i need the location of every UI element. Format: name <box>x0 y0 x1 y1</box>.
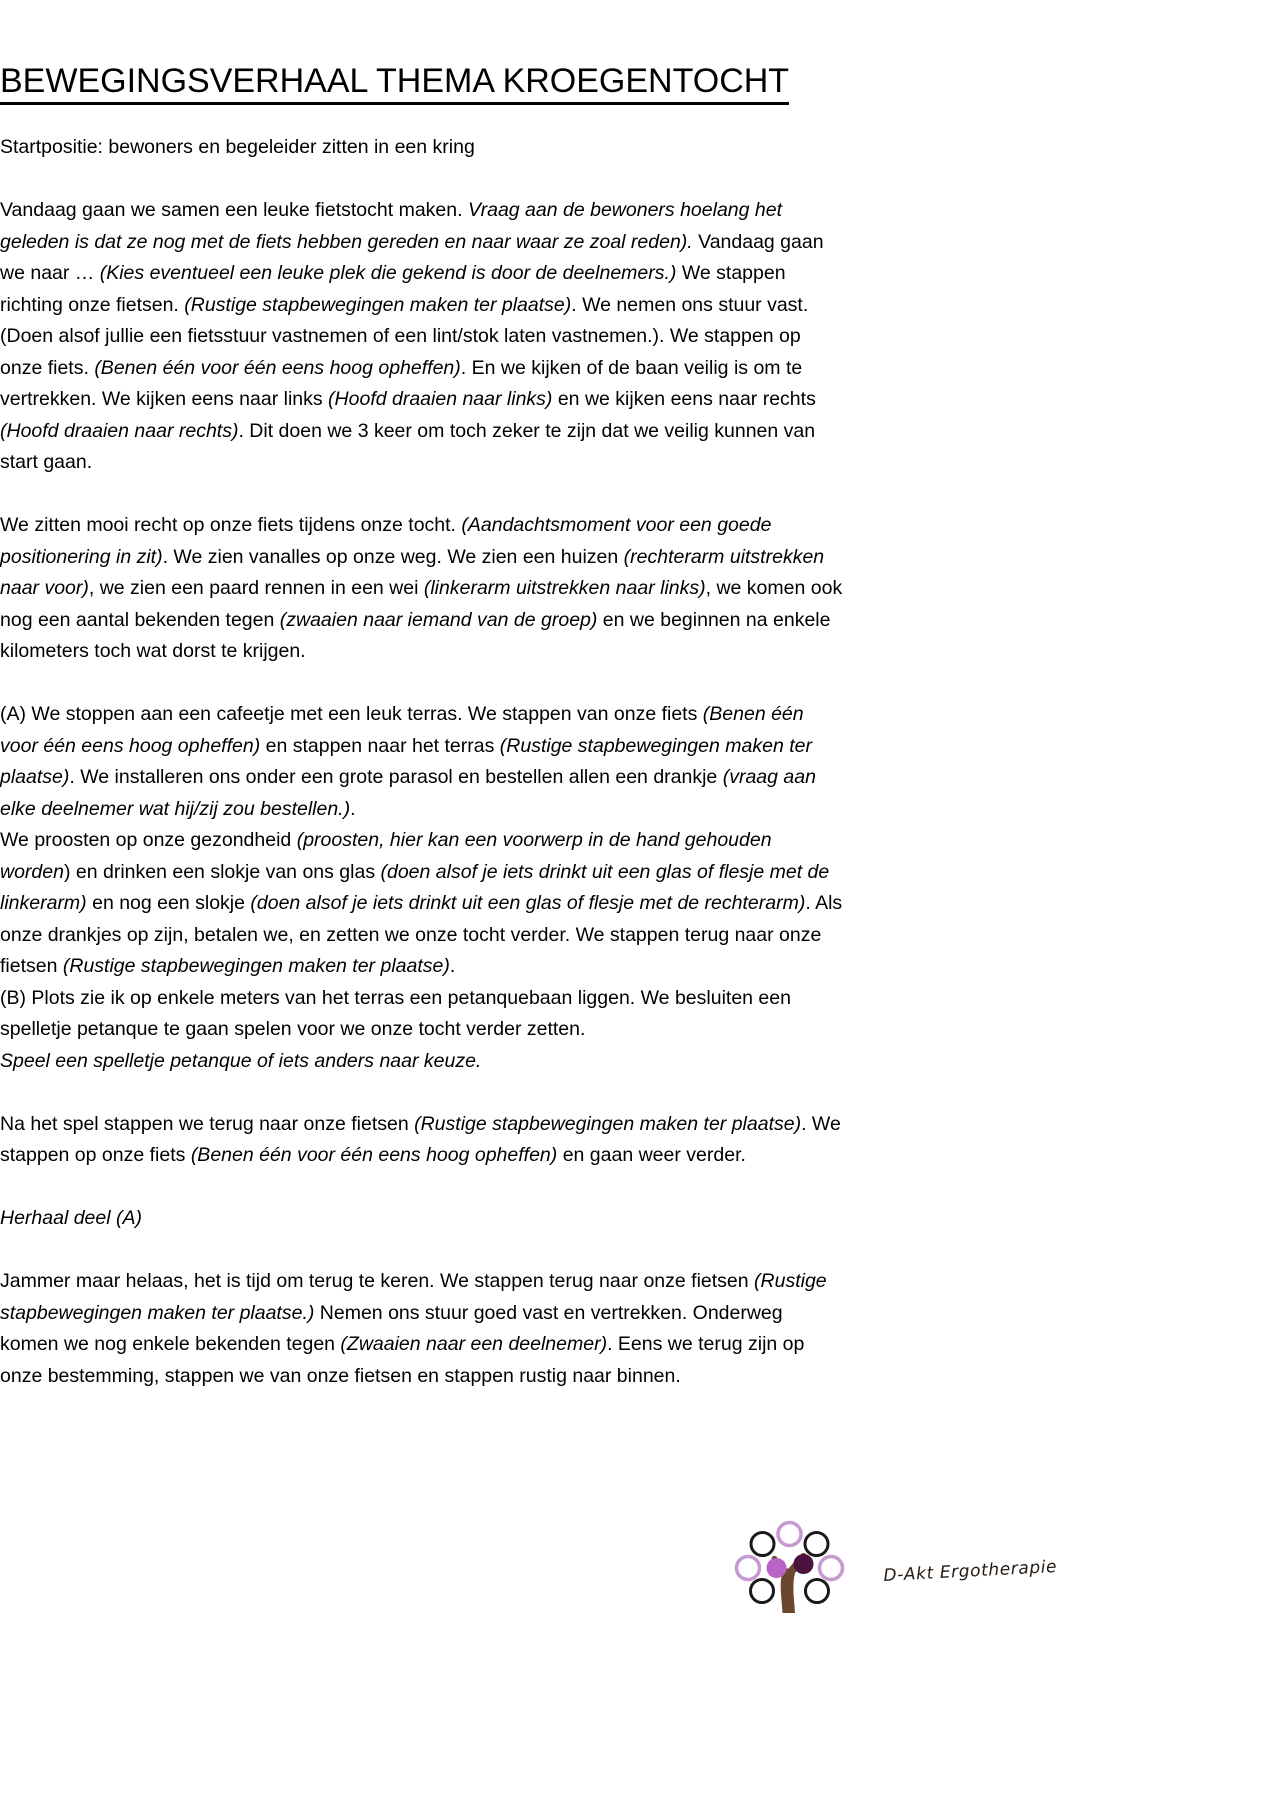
italic-run: (Zwaaien naar een deelnemer) <box>340 1333 608 1355</box>
italic-run: Speel een spelletje petanque of iets anders naar keuze. <box>0 1049 482 1072</box>
italic-run: (zwaaien naar iemand van de groep) <box>279 608 598 631</box>
italic-run: (Hoofd draaien naar links) <box>328 388 553 410</box>
circle-outline-dark-upper-right <box>805 1533 828 1556</box>
italic-run: Herhaal deel (A) <box>0 1207 142 1229</box>
italic-run: (linkerarm uitstrekken naar links) <box>423 577 706 599</box>
italic-run: (Benen één voor één eens hoog opheffen) <box>0 703 804 757</box>
italic-run: (Hoofd draaien naar rechts) <box>0 419 239 442</box>
page-title: BEWEGINGSVERHAAL THEMA KROEGENTOCHT <box>0 63 789 105</box>
italic-run: (rechterarm uitstrekken naar voor) <box>0 545 825 599</box>
italic-run: (Rustige stapbewegingen maken ter plaatse.) <box>0 1270 827 1324</box>
circle-outline-light-right <box>820 1557 843 1580</box>
paragraph-na-het-spel: Na het spel stappen we terug naar onze fietsen (Rustige stapbewegingen maken ter plaatse). We stappen op onze fiets (Benen één voor één eens hoog opheffen) en gaan weer verder. <box>0 1112 841 1166</box>
italic-run: (doen alsof je iets drinkt uit een glas of flesje met de linkerarm) <box>0 860 830 914</box>
tree-person-icon <box>718 1498 988 1623</box>
logo-wordmark: D-Akt Ergotherapie <box>883 1556 1058 1586</box>
paragraph-fietstocht-intro: Vandaag gaan we samen een leuke fietstocht maken. Vraag aan de bewoners hoelang het geleden is dat ze nog met de fiets hebben gereden en naar waar ze zoal reden). Vandaag gaan we naar … (Kies eventueel een leuke plek die gekend is door de deelnemers.) We stappen richting onze fietsen. (Rustige stapbewegingen maken ter plaatse). We nemen ons stuur vast. (Doen alsof jullie een fietsstuur vastnemen of een lint/stok laten vastnemen.). We stappen op onze fiets. (Benen één voor één eens hoog opheffen). En we kijken of de baan veilig is om te vertrekken. We kijken eens naar links (Hoofd draaien naar links) en we kijken eens naar rechts (Hoofd draaien naar rechts). Dit doen we 3 keer om toch zeker te zijn dat we veilig kunnen van start gaan. <box>0 199 824 473</box>
paragraph-terugkeer: Jammer maar helaas, het is tijd om terug te keren. We stappen terug naar onze fietsen (Rustige stapbewegingen maken ter plaatse.) Nemen ons stuur goed vast en vertrekken. Onderweg komen we nog enkele bekenden tegen (Zwaaien naar een deelnemer). Eens we terug zijn op onze bestemming, stappen we van onze fietsen en stappen rustig naar binnen. <box>0 1270 827 1387</box>
italic-run: (vraag aan elke deelnemer wat hij/zij zou bestellen.) <box>0 766 816 820</box>
italic-run: Vraag aan de bewoners hoelang het geleden is dat ze nog met de fiets hebben gereden en naar waar ze zoal reden). <box>0 199 783 253</box>
circle-outline-light-top <box>778 1523 801 1546</box>
italic-run: (Aandachtsmoment voor een goede positionering in zit) <box>0 514 772 568</box>
circle-filled-light-purple <box>767 1558 787 1578</box>
italic-run: (doen alsof je iets drinkt uit een glas of flesje met de rechterarm) <box>250 892 806 914</box>
italic-run: (Rustige stapbewegingen maken ter plaatse) <box>414 1112 802 1135</box>
paragraph-herhaal <box>0 1203 845 1235</box>
italic-run: (Rustige stapbewegingen maken ter plaatse) <box>0 734 812 788</box>
dakt-ergotherapie-logo <box>718 1498 1058 1623</box>
paragraph-deel-a-cafeetje: (A) We stoppen aan een cafeetje met een leuk terras. We stappen van onze fiets (Benen één voor één eens hoog opheffen) en stappen naar het terras (Rustige stapbewegingen maken ter plaatse). We installeren ons onder een grote parasol en bestellen allen een drankje (vraag aan elke deelnemer wat hij/zij zou bestellen.). We proosten op onze gezondheid (proosten, hier kan een voorwerp in de hand gehouden worden) en drinken een slokje van ons glas (doen alsof je iets drinkt uit een glas of flesje met de linkerarm) en nog een slokje (doen alsof je iets drinkt uit een glas of flesje met de rechterarm). Als onze drankjes op zijn, betalen we, en zetten we onze tocht verder. We stappen terug naar onze fietsen (Rustige stapbewegingen maken ter plaatse). (B) Plots zie ik op enkele meters van het terras een petanquebaan liggen. We besluiten een spelletje petanque te gaan spelen voor we onze tocht verder zetten. Speel een spelletje petanque of iets anders naar keuze. <box>0 703 843 1072</box>
circle-outline-dark-upper-left <box>751 1533 774 1556</box>
circle-outline-dark-lower-right <box>806 1580 829 1603</box>
circle-outline-dark-lower-left <box>751 1580 774 1603</box>
circle-outline-light-left <box>737 1557 760 1580</box>
paragraph-onderweg: We zitten mooi recht op onze fiets tijdens onze tocht. (Aandachtsmoment voor een goede positionering in zit). We zien vanalles op onze weg. We zien een huizen (rechterarm uitstrekken naar voor), we zien een paard rennen in een wei (linkerarm uitstrekken naar links), we komen ook nog een aantal bekenden tegen (zwaaien naar iemand van de groep) en we beginnen na enkele kilometers toch wat dorst te krijgen. <box>0 514 843 662</box>
italic-run: (Kies eventueel een leuke plek die gekend is door de deelnemers.) <box>99 262 677 284</box>
document-body <box>0 132 845 1392</box>
italic-run: (Benen één voor één eens hoog opheffen) <box>190 1144 558 1166</box>
italic-run: (Rustige stapbewegingen maken ter plaatse) <box>184 293 572 316</box>
italic-run: (Benen één voor één eens hoog opheffen) <box>94 356 461 379</box>
italic-run: (proosten, hier kan een voorwerp in de hand gehouden worden <box>0 829 772 883</box>
italic-run: (Rustige stapbewegingen maken ter plaatse) <box>62 955 450 977</box>
paragraph-startpositie: Startpositie: bewoners en begeleider zitten in een kring <box>0 136 475 158</box>
circle-filled-dark-purple <box>794 1554 814 1574</box>
